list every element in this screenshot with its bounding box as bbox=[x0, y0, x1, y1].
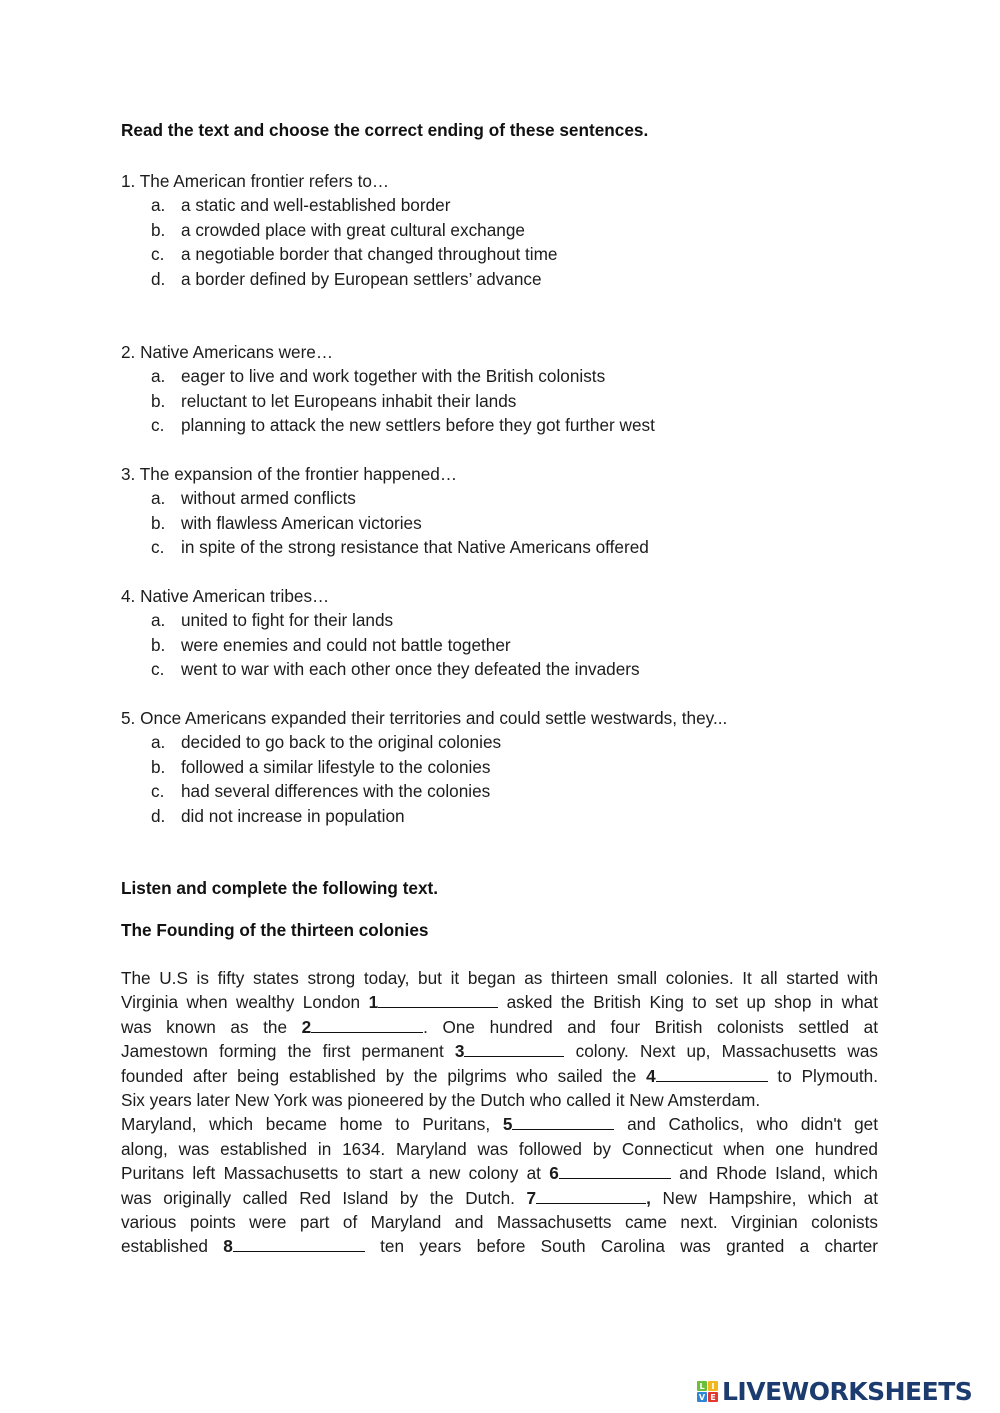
option-b[interactable] bbox=[121, 511, 878, 535]
question-5 bbox=[121, 706, 878, 828]
option-text: reluctant to let Europeans inhabit their lands bbox=[181, 390, 517, 411]
question-stem: 2. Native Americans were… bbox=[121, 342, 334, 362]
passage-text: Puritans left Massachusetts to start a new colony at bbox=[121, 1163, 550, 1184]
option-c[interactable] bbox=[121, 413, 878, 437]
blank-number: 3 bbox=[454, 1041, 465, 1062]
option-text: without armed conflicts bbox=[181, 488, 356, 509]
blank-number: 6 bbox=[549, 1163, 559, 1184]
option-letter: b. bbox=[151, 634, 166, 655]
option-text: with flawless American victories bbox=[181, 512, 422, 533]
option-letter: b. bbox=[151, 756, 166, 777]
blank-number: 2 bbox=[301, 1016, 312, 1037]
passage-line bbox=[121, 1064, 878, 1088]
section2-heading: Listen and complete the following text. bbox=[121, 878, 439, 898]
passage-text: was originally called Red Island by the Dutch. bbox=[121, 1187, 527, 1208]
blank-2-input[interactable] bbox=[311, 1016, 423, 1033]
option-text: a crowded place with great cultural exchange bbox=[181, 219, 525, 240]
option-letter: a. bbox=[151, 732, 166, 753]
blank-4-input[interactable] bbox=[656, 1065, 768, 1082]
option-letter: c. bbox=[151, 659, 165, 680]
option-text: were enemies and could not battle together bbox=[181, 634, 511, 655]
passage-text: established bbox=[121, 1236, 224, 1257]
option-text: decided to go back to the original colonies bbox=[181, 732, 502, 753]
option-a[interactable] bbox=[121, 193, 878, 217]
option-d[interactable] bbox=[121, 267, 878, 291]
passage-text: Maryland, which became home to Puritans, bbox=[121, 1114, 503, 1135]
blank-6-input[interactable] bbox=[559, 1162, 671, 1179]
passage-text: The U.S is fifty states strong today, but it began as thirteen small colonies. It all started with bbox=[121, 968, 878, 988]
option-b[interactable] bbox=[121, 755, 878, 779]
blank-number: 4 bbox=[646, 1065, 656, 1086]
option-c[interactable] bbox=[121, 657, 878, 681]
option-a[interactable] bbox=[121, 486, 878, 510]
option-letter: a. bbox=[151, 610, 166, 631]
passage-text: ten years before South Carolina was granted a charter bbox=[364, 1236, 879, 1257]
logo-letter-l: L bbox=[697, 1381, 707, 1391]
blank-1-input[interactable] bbox=[378, 991, 498, 1008]
option-text: eager to live and work together with the British colonists bbox=[181, 366, 606, 387]
passage-line bbox=[121, 1088, 878, 1112]
option-text: united to fight for their lands bbox=[181, 610, 394, 631]
passage-text: asked the British King to set up shop in what bbox=[498, 992, 878, 1013]
option-c[interactable] bbox=[121, 779, 878, 803]
option-letter: b. bbox=[151, 512, 166, 533]
passage-line bbox=[121, 1161, 878, 1185]
option-letter: d. bbox=[151, 268, 166, 289]
passage-line bbox=[121, 1015, 878, 1039]
option-b[interactable] bbox=[121, 218, 878, 242]
option-a[interactable] bbox=[121, 608, 878, 632]
fill-in-passage bbox=[121, 966, 878, 1259]
passage-text: was known as the bbox=[121, 1016, 302, 1037]
option-letter: c. bbox=[151, 781, 165, 802]
passage-line bbox=[121, 1039, 878, 1063]
passage-line bbox=[121, 1234, 878, 1258]
passage-text: to Plymouth. bbox=[767, 1065, 878, 1086]
option-letter: c. bbox=[151, 537, 165, 558]
passage-text: . One hundred and four British colonists settled at bbox=[423, 1016, 878, 1037]
question-1 bbox=[121, 169, 878, 291]
option-text: went to war with each other once they defeated the invaders bbox=[181, 659, 640, 680]
logo-letter-i: I bbox=[708, 1381, 718, 1391]
passage-text: Six years later New York was pioneered by the Dutch who called it New Amsterdam. bbox=[121, 1089, 761, 1110]
logo-letter-e: E bbox=[708, 1392, 718, 1402]
blank-number: 1 bbox=[368, 992, 379, 1013]
option-text: a negotiable border that changed throughout time bbox=[181, 244, 558, 265]
blank-8-input[interactable] bbox=[233, 1235, 365, 1252]
option-text: followed a similar lifestyle to the colonies bbox=[181, 756, 491, 777]
option-letter: b. bbox=[151, 390, 166, 411]
blank-number: 5 bbox=[502, 1114, 513, 1135]
option-letter: b. bbox=[151, 219, 166, 240]
question-stem: 1. The American frontier refers to… bbox=[121, 171, 390, 191]
option-c[interactable] bbox=[121, 535, 878, 559]
blank-number: 7 bbox=[526, 1187, 537, 1208]
option-text: did not increase in population bbox=[181, 805, 405, 826]
option-text: planning to attack the new settlers before they got further west bbox=[181, 415, 655, 436]
logo-text: LIVEWORKSHEETS bbox=[722, 1377, 973, 1406]
passage-line bbox=[121, 1137, 878, 1161]
blank-number: 8 bbox=[223, 1236, 233, 1257]
question-stem: 3. The expansion of the frontier happened… bbox=[121, 464, 458, 484]
logo-letter-v: V bbox=[698, 1392, 706, 1402]
option-text: a border defined by European settlers’ advance bbox=[181, 268, 542, 289]
passage-text: and Catholics, who didn't get bbox=[614, 1114, 878, 1135]
option-b[interactable] bbox=[121, 633, 878, 657]
option-c[interactable] bbox=[121, 242, 878, 266]
option-a[interactable] bbox=[121, 730, 878, 754]
passage-text: Jamestown forming the first permanent bbox=[121, 1041, 455, 1062]
liveworksheets-logo bbox=[697, 1379, 972, 1404]
passage-text: Virginia when wealthy London bbox=[121, 992, 369, 1013]
passage-text: various points were part of Maryland and Massachusetts came next. Virginian colonists bbox=[121, 1211, 878, 1232]
question-3 bbox=[121, 462, 878, 560]
option-letter: c. bbox=[151, 415, 165, 436]
option-text: a static and well-established border bbox=[181, 195, 451, 216]
question-stem: 5. Once Americans expanded their territories and could settle westwards, they... bbox=[121, 708, 728, 728]
option-text: in spite of the strong resistance that Native Americans offered bbox=[181, 537, 649, 558]
option-letter: d. bbox=[151, 805, 166, 826]
option-a[interactable] bbox=[121, 364, 878, 388]
passage-text: founded after being established by the pilgrims who sailed the bbox=[121, 1065, 647, 1086]
blank-7-input[interactable] bbox=[536, 1187, 646, 1204]
passage-line bbox=[121, 990, 878, 1014]
passage-text: along, was established in 1634. Maryland was followed by Connecticut when one hundred bbox=[121, 1138, 878, 1159]
option-d[interactable] bbox=[121, 804, 878, 828]
question-2 bbox=[121, 340, 878, 438]
option-text: had several differences with the colonies bbox=[181, 781, 491, 802]
passage-text: , New Hampshire, which at bbox=[646, 1187, 878, 1208]
option-letter: a. bbox=[151, 488, 166, 509]
passage-line bbox=[121, 1112, 878, 1136]
passage-line bbox=[121, 966, 878, 990]
passage-line bbox=[121, 1210, 878, 1234]
passage-title: The Founding of the thirteen colonies bbox=[121, 920, 429, 940]
passage-text: colony. Next up, Massachusetts was bbox=[564, 1041, 878, 1062]
passage-text: and Rhode Island, which bbox=[670, 1163, 878, 1184]
question-stem: 4. Native American tribes… bbox=[121, 586, 330, 606]
blank-5-input[interactable] bbox=[512, 1113, 614, 1130]
section1-heading: Read the text and choose the correct ending of these sentences. bbox=[121, 120, 649, 140]
option-letter: a. bbox=[151, 366, 166, 387]
option-letter: c. bbox=[151, 244, 165, 265]
option-b[interactable] bbox=[121, 389, 878, 413]
logo-icon bbox=[697, 1381, 718, 1402]
blank-3-input[interactable] bbox=[464, 1040, 564, 1057]
passage-line bbox=[121, 1186, 878, 1210]
question-4 bbox=[121, 584, 878, 682]
option-letter: a. bbox=[151, 195, 166, 216]
